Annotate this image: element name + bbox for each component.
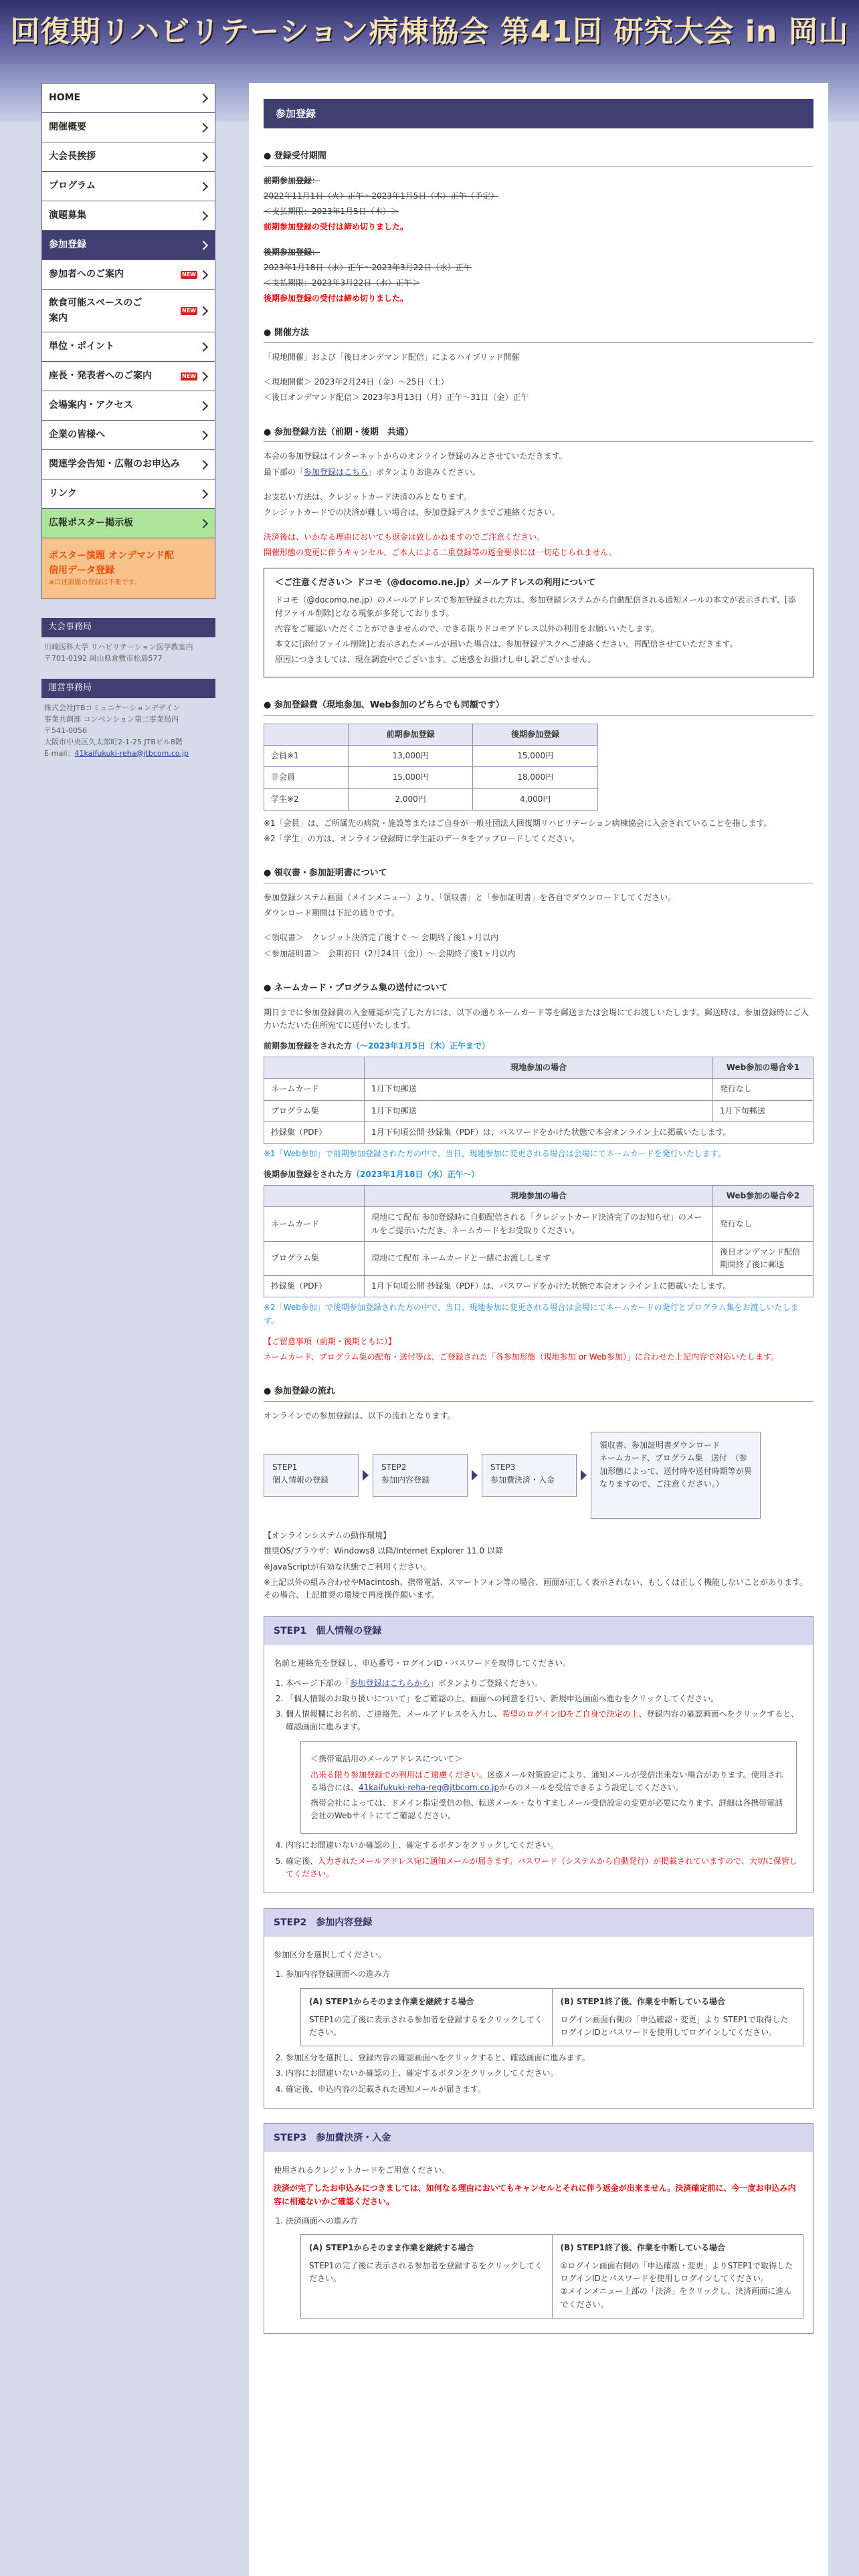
table-row bbox=[264, 788, 598, 810]
arrow-right-icon bbox=[581, 1470, 587, 1481]
sidebar bbox=[41, 83, 215, 763]
notice-title: ＜ご注意ください＞ ドコモ（@docomo.ne.jp）メールアドレスの利用について bbox=[275, 577, 596, 588]
option-b bbox=[552, 1989, 803, 2046]
env-title: 【オンラインシステムの動作環境】 bbox=[264, 1531, 391, 1541]
text: 迷惑メール対策設定により、通知メールが受信出来ない場合があります。使用される場合には、 bbox=[310, 1769, 783, 1792]
payment-warning: 決済が完了したお申込みにつきましては、如何なる理由においてもキャンセルとそれに伴う返金が出来ません。決済確定前に、今一度お申込み内容に相違ないかご確認ください。 bbox=[274, 2183, 796, 2206]
text: 最下部の「 bbox=[264, 467, 304, 477]
table-row bbox=[264, 1121, 814, 1143]
format-ondemand: ＜後日オンデマンド配信＞ 2023年3月13日（月）正午〜31日（金）正午 bbox=[264, 393, 529, 403]
cell: 13,000円 bbox=[348, 746, 473, 767]
option-text: ②メインメニュー上部の「決済」をクリックし、決済画面に進んでください。 bbox=[560, 2286, 792, 2309]
register-link[interactable]: 参加登録はこちら bbox=[304, 467, 369, 477]
cell: 会員※1 bbox=[264, 746, 349, 767]
nav-label: プログラム bbox=[49, 181, 96, 192]
nav-label: 大会長挨拶 bbox=[49, 151, 96, 163]
text: 希望のログインIDをご自身で決定の上 bbox=[502, 1709, 639, 1719]
section-fees bbox=[264, 699, 814, 845]
flow-step bbox=[373, 1454, 468, 1497]
flow-step bbox=[482, 1454, 577, 1497]
nav-label: 参加者へのご案内 bbox=[49, 269, 124, 280]
cell: 抄録集（PDF） bbox=[264, 1276, 365, 1297]
cell: 15,000円 bbox=[473, 746, 598, 767]
option-boxes bbox=[300, 1988, 803, 2047]
section-heading: ● 開催方法 bbox=[264, 326, 814, 343]
option-text: ログイン画面右側の「申込確認・変更」より STEP1で取得したログインIDとパスワードを使用してログインしてください。 bbox=[560, 2014, 789, 2038]
option-boxes bbox=[300, 2234, 803, 2319]
section-format bbox=[264, 326, 814, 404]
env-line: 推奨OS/ブラウザ：Windows8 以降/Internet Explorer 11.0 以降 bbox=[264, 1546, 503, 1556]
site-title: 回復期リハビリテーション病棟協会 第41回 研究大会 in 岡山 bbox=[10, 14, 849, 49]
option-b bbox=[552, 2235, 803, 2318]
secretariat-line: 大阪市中央区久太郎町2-1-25 JTBビル8階 bbox=[44, 737, 183, 746]
table-row bbox=[264, 1276, 814, 1297]
step-list bbox=[286, 1839, 803, 1881]
new-badge: NEW bbox=[182, 372, 196, 379]
box-title: ＜携帯電話用のメールアドレスについて＞ bbox=[310, 1754, 463, 1764]
flow-step-text: 参加費決済・入金 bbox=[490, 1475, 555, 1485]
fee-note: ※2「学生」の方は、オンライン登録時に学生証のデータをアップロードしてください。 bbox=[264, 834, 580, 844]
text: 入力されたメールアドレス宛に通知メールが届きます。パスワード（システムから自動発行）が掲載されていますので、大切に保管してください。 bbox=[286, 1856, 797, 1879]
text: （〜2023年1月5日（木）正午まで） bbox=[352, 1041, 490, 1051]
late-table-title bbox=[264, 1168, 814, 1181]
col-header bbox=[264, 724, 349, 746]
cell: 1月下旬郵送 bbox=[365, 1079, 713, 1100]
list-item bbox=[286, 1677, 803, 1690]
notice-line: 原因につきましては、現在調査中でございます。ご迷惑をお掛けし申し訳ございません。 bbox=[275, 655, 596, 665]
list-item: 4. 確定後、申込内容の記載された通知メールが届きます。 bbox=[286, 2083, 803, 2096]
chevron-right-icon bbox=[199, 371, 208, 381]
notice-line: 本文に[添付ファイル削除]と表示されたメールが届いた場合は、参加登録デスクへご連絡ください。再配信させていただきます。 bbox=[275, 639, 738, 649]
cell: 4,000円 bbox=[473, 788, 598, 810]
text: 確定後、 bbox=[286, 1856, 318, 1866]
table-row bbox=[264, 1079, 814, 1100]
receipt-line: 参加登録システム画面（メインメニュー）より、「領収書」と「参加証明書」を各自でダウンロードしてください。 bbox=[264, 893, 676, 903]
section-method bbox=[264, 426, 814, 678]
nav-registration[interactable] bbox=[42, 231, 215, 260]
col-header: Web参加の場合※1 bbox=[713, 1057, 814, 1079]
flow-step bbox=[264, 1454, 359, 1497]
chevron-right-icon bbox=[199, 181, 208, 191]
cell: ネームカード bbox=[264, 1079, 365, 1100]
notice-line: 内容をご確認いただくことができませんので、できる限りドコモアドレス以外の利用をお願いいたします。 bbox=[275, 623, 659, 633]
option-title: (A) STEP1からそのまま作業を継続する場合 bbox=[309, 1996, 474, 2006]
nav-greeting[interactable] bbox=[42, 142, 215, 172]
chevron-right-icon bbox=[199, 342, 208, 351]
registration-email-link[interactable]: 41kaifukuki-reha-reg@jtbcom.co.jp bbox=[359, 1782, 499, 1792]
table-header-row bbox=[264, 1186, 814, 1207]
secretariat-line: 〒541-0056 bbox=[44, 726, 87, 735]
nav-attendee-guide[interactable] bbox=[42, 260, 215, 290]
nav-label: リンク bbox=[49, 488, 77, 500]
secretariat-email-link[interactable]: 41kaifukuki-reha@jtbcom.co.jp bbox=[74, 748, 189, 758]
col-header: 現地参加の場合 bbox=[365, 1057, 713, 1079]
cell: 2,000円 bbox=[348, 788, 473, 810]
new-badge: NEW bbox=[182, 307, 196, 314]
new-badge: NEW bbox=[182, 271, 196, 278]
format-onsite: ＜現地開催＞ 2023年2月24日（金）〜25日（土） bbox=[264, 377, 449, 387]
chevron-right-icon bbox=[199, 459, 208, 469]
chevron-right-icon bbox=[199, 430, 208, 439]
box-line: 携帯会社によっては、ドメイン指定受信の他、転送メール・なりすましメール受信設定の変更が必要になります。詳細は各携帯電話会社のWebサイトにてご確認ください。 bbox=[310, 1798, 783, 1821]
nav-label: 参加登録 bbox=[49, 239, 86, 251]
step-list bbox=[286, 2215, 803, 2228]
table-row bbox=[264, 1207, 814, 1241]
step-title: STEP1 個人情報の登録 bbox=[264, 1617, 813, 1645]
namecard-intro: 期日までに参加登録費の入金確認が完了した方には、以下の通りネームカード等を郵送または会場にてお渡しいたします。郵送時は、参加登録時にご入力いただいた住所宛てに送付いたします。 bbox=[264, 1007, 809, 1030]
chevron-right-icon bbox=[199, 240, 208, 249]
early-closed-notice: 前期参加登録の受付は締め切りました。 bbox=[264, 222, 409, 232]
text: 前期参加登録をされた方 bbox=[264, 1041, 353, 1051]
late-pay: ＜支払期限：2023年3月22日（水）正午＞ bbox=[264, 278, 420, 288]
chevron-right-icon bbox=[199, 401, 208, 410]
cell: ネームカード bbox=[264, 1207, 365, 1241]
nav-label: HOME bbox=[49, 92, 81, 104]
secretariat-line: 事業共創部 コンベンション第二事業局内 bbox=[44, 714, 179, 724]
chevron-right-icon bbox=[199, 93, 208, 102]
cell: 非会員 bbox=[264, 767, 349, 788]
step-list bbox=[286, 2052, 803, 2096]
step-title: STEP3 参加費決済・入金 bbox=[264, 2124, 813, 2152]
nav-sponsors[interactable] bbox=[42, 421, 215, 450]
notice-line: ドコモ（@docomo.ne.jp）のメールアドレスで参加登録された方は、参加登録システムから自動配信される通知メールの本文が表示されず、[添付ファイル削除]となる現象が多発しております。 bbox=[275, 595, 796, 618]
cell: 現地にて配布 参加登録時に自動配信される「クレジットカード決済完了のお知らせ」のメールをご提示いただき、ネームカードをお受取りください。 bbox=[365, 1207, 713, 1241]
method-line: 本会の参加登録はインターネットからのオンライン登録のみとさせていただきます。 bbox=[264, 451, 567, 461]
secretariat-info bbox=[41, 679, 215, 763]
cell: プログラム集 bbox=[264, 1241, 365, 1275]
col-header bbox=[264, 1057, 365, 1079]
chevron-right-icon bbox=[199, 489, 208, 498]
text: 本ページ下部の「 bbox=[286, 1678, 350, 1688]
section-namecard bbox=[264, 982, 814, 1364]
nav-label: 単位・ポイント bbox=[49, 341, 114, 352]
site-header bbox=[0, 0, 859, 64]
office-body bbox=[41, 637, 215, 668]
section-heading: ● 登録受付期間 bbox=[264, 150, 814, 167]
option-title: (B) STEP1終了後、作業を中断している場合 bbox=[560, 2242, 725, 2252]
step2-panel bbox=[264, 1908, 814, 2109]
list-item: 1. 決済画面への進み方 bbox=[286, 2215, 803, 2228]
receipt-line: ＜参加証明書＞ 会期初日（2月24日（金））〜 会期終了後1ヶ月以内 bbox=[264, 948, 516, 958]
cell: 抄録集（PDF） bbox=[264, 1121, 365, 1143]
table-row bbox=[264, 1100, 814, 1121]
cell: 1月下旬郵送 bbox=[713, 1100, 814, 1121]
late-delivery-table bbox=[264, 1185, 814, 1297]
cell: 発行なし bbox=[713, 1207, 814, 1241]
list-item bbox=[286, 1708, 803, 1733]
nav-eating-space[interactable] bbox=[42, 290, 215, 332]
text: 出来る限り参加登録での利用はご遠慮ください。 bbox=[310, 1769, 488, 1780]
option-text: ①ログイン画面右側の「申込確認・変更」よりSTEP1で取得したログインIDとパスワードを使用しログインしてください。 bbox=[560, 2261, 793, 2284]
flow-step-label: STEP2 bbox=[381, 1463, 407, 1473]
option-a bbox=[301, 1989, 552, 2046]
office-line: 〒701-0192 岡山県倉敷市松島577 bbox=[44, 653, 163, 663]
cell: プログラム集 bbox=[264, 1100, 365, 1121]
col-header: 現地参加の場合 bbox=[365, 1186, 713, 1207]
nav-overview[interactable] bbox=[42, 113, 215, 142]
nav-credits[interactable] bbox=[42, 332, 215, 362]
section-receipts bbox=[264, 867, 814, 960]
flow-step-text: 参加内容登録 bbox=[381, 1475, 430, 1485]
list-item: 4. 内容にお間違いないか確認の上、確定するボタンをクリックしてください。 bbox=[286, 1839, 803, 1852]
option-title: (B) STEP1終了後、作業を中断している場合 bbox=[560, 1996, 725, 2006]
secretariat-email-row bbox=[44, 748, 213, 759]
nav-poster-board[interactable] bbox=[42, 509, 215, 538]
early-table-title bbox=[264, 1040, 814, 1053]
chevron-right-icon bbox=[199, 152, 208, 161]
caution-title: 【ご留意事項（前期・後期ともに）】 bbox=[264, 1336, 397, 1346]
flow-intro: オンラインでの参加登録は、以下の流れとなります。 bbox=[264, 1410, 456, 1420]
cell: 現地にて配布 ネームカードと一緒にお渡しします bbox=[365, 1241, 713, 1275]
nav-label: 企業の皆様へ bbox=[49, 429, 105, 441]
table-row bbox=[264, 746, 598, 767]
list-item: 2. 「個人情報のお取り扱いについて」をご確認の上、画面への同意を行い、新規申込画面へ進むをクリックしてください。 bbox=[286, 1693, 803, 1705]
flow-step-label: 領収書、参加証明書ダウンロード bbox=[599, 1440, 721, 1451]
nav-home[interactable] bbox=[42, 84, 215, 113]
chevron-right-icon bbox=[199, 518, 208, 528]
text: 」ボタンよりご登録ください。 bbox=[430, 1678, 543, 1688]
early-pay: ＜支払期限：2023年1月5日（木）＞ bbox=[264, 207, 399, 217]
nav-access[interactable] bbox=[42, 391, 215, 421]
step-body bbox=[264, 1645, 813, 1892]
format-intro: 「現地開催」および「後日オンデマンド配信」によるハイブリッド開催 bbox=[264, 352, 520, 362]
refund-warning: 開催形態の変更に伴うキャンセル、ご本人による二重登録等の返金要求には一切応じられません。 bbox=[264, 548, 617, 558]
method-line: クレジットカードでの決済が難しい場合は、参加登録デスクまでご連絡ください。 bbox=[264, 508, 560, 518]
flow-step-label: STEP1 bbox=[272, 1463, 298, 1473]
nav-label: 会場案内・アクセス bbox=[49, 400, 133, 411]
nav-label: 関連学会告知・広報のお申込み bbox=[49, 459, 180, 470]
chevron-right-icon bbox=[199, 211, 208, 220]
list-item: 3. 内容にお間違いないか確認の上、確定するボタンをクリックしてください。 bbox=[286, 2067, 803, 2080]
nav-poster-upload[interactable] bbox=[42, 538, 215, 599]
option-a bbox=[301, 2235, 552, 2318]
arrow-right-icon bbox=[472, 1470, 478, 1481]
mobile-mail-box bbox=[300, 1741, 797, 1834]
step1-panel bbox=[264, 1616, 814, 1893]
nav-label: ポスター演題 オンデマンド配信用データ登録 bbox=[49, 550, 174, 576]
step-list bbox=[286, 1677, 803, 1734]
nav-sublabel: ※口述演題の登録は不要です。 bbox=[49, 579, 141, 587]
register-link[interactable]: 参加登録はこちらから bbox=[349, 1678, 430, 1688]
sidebar-nav bbox=[41, 83, 215, 599]
office-info bbox=[41, 618, 215, 668]
late-note: ※2「Web参加」で後期参加登録された方の中で、当日、現地参加に変更される場合は会場にてネームカードの発行とプログラム集をお渡しいたします。 bbox=[264, 1303, 799, 1325]
col-header: 前期参加登録 bbox=[348, 724, 473, 746]
cell: 15,000円 bbox=[348, 767, 473, 788]
col-header: 後期参加登録 bbox=[473, 724, 598, 746]
chevron-right-icon bbox=[199, 306, 208, 315]
docomo-notice bbox=[264, 568, 814, 678]
cell: 学生※2 bbox=[264, 788, 349, 810]
step-intro: 名前と連絡先を登録し、申込番号・ログインID・パスワードを取得してください。 bbox=[274, 1658, 571, 1669]
caution-text: ネームカード、プログラム集の配布・送付等は、ご登録された「各参加形態（現地参加 or Web参加）」に合わせた上記内容で対応いたします。 bbox=[264, 1352, 779, 1362]
flow-step-text: 個人情報の登録 bbox=[272, 1475, 329, 1485]
flow-diagram bbox=[264, 1432, 814, 1519]
fee-table bbox=[264, 724, 598, 811]
flow-step-text: ネームカード、プログラム集 送付 （参加形態によって、送付時や送付時期等が異なりますので、ご注意ください。） bbox=[599, 1453, 752, 1489]
page-title: 参加登録 bbox=[264, 99, 814, 128]
option-title: (A) STEP1からそのまま作業を継続する場合 bbox=[309, 2242, 474, 2252]
step-intro: 参加区分を選択してください。 bbox=[274, 1950, 387, 1960]
early-period: 2022年11月1日（火）正午〜2023年1月5日（木）正午（予定） bbox=[264, 191, 499, 201]
refund-warning: 決済後は、いかなる理由においても返金は致しかねますのでご注意ください。 bbox=[264, 532, 545, 542]
env-line: ※上記以外の組み合わせやMacintosh、携帯電話、スマートフォン等の場合、画面が正しく表示されない、もしくは正しく機能しないことがあります。その場合、上記推奨の環境で再度操作願います。 bbox=[264, 1577, 808, 1600]
nav-program[interactable] bbox=[42, 172, 215, 201]
section-heading: ● 参加登録費（現地参加、Web参加のどちらでも同額です） bbox=[264, 699, 814, 716]
secretariat-body bbox=[41, 698, 215, 763]
method-line: お支払い方法は、クレジットカード決済のみとなります。 bbox=[264, 492, 472, 502]
step-body bbox=[264, 1937, 813, 2108]
nav-links[interactable] bbox=[42, 479, 215, 509]
section-heading: ● ネームカード・プログラム集の送付について bbox=[264, 982, 814, 998]
late-period: 2023年1月18日（水）正午〜2023年3月22日（水）正午 bbox=[264, 262, 472, 272]
chevron-right-icon bbox=[199, 122, 208, 132]
secretariat-title: 運営事務局 bbox=[41, 679, 215, 698]
table-row bbox=[264, 767, 598, 788]
list-item: 2. 参加区分を選択し、登録内容の確認画面へをクリックすると、確認画面に進みます。 bbox=[286, 2052, 803, 2064]
list-item: 1. 参加内容登録画面への進み方 bbox=[286, 1968, 803, 1981]
step-intro: 使用されるクレジットカードをご用意ください。 bbox=[274, 2165, 450, 2175]
flow-step-label: STEP3 bbox=[490, 1463, 516, 1473]
section-heading: ● 参加登録の流れ bbox=[264, 1385, 814, 1402]
early-delivery-table bbox=[264, 1057, 814, 1144]
text: （2023年1月18日（水）正午〜） bbox=[352, 1170, 480, 1180]
late-closed-notice: 後期参加登録の受付は締め切りました。 bbox=[264, 294, 409, 304]
env-line: ※JavaScriptが有効な状態でご利用ください。 bbox=[264, 1562, 432, 1572]
box-line bbox=[310, 1769, 787, 1794]
col-header: Web参加の場合※2 bbox=[713, 1186, 814, 1207]
option-text: STEP1の完了後に表示される参加者を登録するをクリックしてください。 bbox=[309, 2014, 543, 2038]
nav-label: 広報ポスター掲示板 bbox=[49, 518, 133, 529]
receipt-line: ダウンロード期間は下記の通りです。 bbox=[264, 908, 400, 918]
chevron-right-icon bbox=[199, 270, 208, 279]
step3-panel bbox=[264, 2123, 814, 2334]
nav-label: 座長・発表者へのご案内 bbox=[49, 370, 152, 382]
table-header-row bbox=[264, 724, 598, 746]
main-content bbox=[249, 83, 828, 2576]
section-heading: ● 領収書・参加証明書について bbox=[264, 867, 814, 883]
nav-label: 演題募集 bbox=[49, 210, 86, 221]
step-list bbox=[286, 1968, 803, 1981]
nav-speaker-guide[interactable] bbox=[42, 362, 215, 391]
flow-step bbox=[591, 1432, 761, 1519]
nav-related-events[interactable] bbox=[42, 450, 215, 479]
step-title: STEP2 参加内容登録 bbox=[264, 1909, 813, 1937]
section-period bbox=[264, 150, 814, 305]
arrow-right-icon bbox=[363, 1470, 369, 1481]
nav-label: 飲食可能スペースのご案内 bbox=[49, 298, 142, 324]
early-label: 前期参加登録： bbox=[264, 175, 320, 185]
secretariat-line: 株式会社JTBコミュニケーションデザイン bbox=[44, 703, 181, 712]
text: 、登録内容の確認画面へをクリックすると、確認画面に進みます。 bbox=[286, 1709, 799, 1732]
cell: 18,000円 bbox=[473, 767, 598, 788]
email-label: E-mail： bbox=[44, 748, 75, 758]
cell: 1月下旬郵送 bbox=[365, 1100, 713, 1121]
col-header bbox=[264, 1186, 365, 1207]
method-line bbox=[264, 466, 814, 479]
office-title: 大会事務局 bbox=[41, 618, 215, 637]
section-heading: ● 参加登録方法（前期・後期 共通） bbox=[264, 426, 814, 443]
nav-label: 開催概要 bbox=[49, 122, 86, 133]
cell: 後日オンデマンド配信期間終了後に郵送 bbox=[713, 1241, 814, 1275]
table-header-row bbox=[264, 1057, 814, 1079]
section-flow bbox=[264, 1385, 814, 2334]
text: 後期参加登録をされた方 bbox=[264, 1170, 353, 1180]
cell: 1月下旬頃公開 抄録集（PDF）は、パスワードをかけた状態で本会オンライン上に掲載いたします。 bbox=[365, 1121, 814, 1143]
text: 」ボタンよりお進みください。 bbox=[368, 467, 481, 477]
fee-note: ※1「会員」は、ご所属先の病院・施設等またはご自身が一般社団法人回復期リハビリテーション病棟協会に入会されていることを指します。 bbox=[264, 818, 772, 828]
option-text: STEP1の完了後に表示される参加者を登録するをクリックしてください。 bbox=[309, 2261, 543, 2284]
step-body bbox=[264, 2152, 813, 2333]
cell: 発行なし bbox=[713, 1079, 814, 1100]
text: からのメールを受信できるよう設定してください。 bbox=[498, 1782, 684, 1792]
office-line: 川崎医科大学 リハビリテーション医学教室内 bbox=[44, 642, 193, 651]
late-label: 後期参加登録： bbox=[264, 247, 320, 257]
cell: 1月下旬頃公開 抄録集（PDF）は、パスワードをかけた状態で本会オンライン上に掲載いたします。 bbox=[365, 1276, 814, 1297]
early-note: ※1「Web参加」で前期参加登録された方の中で、当日、現地参加に変更される場合は会場にてネームカードを発行いたします。 bbox=[264, 1148, 726, 1158]
list-item bbox=[286, 1855, 803, 1881]
table-row bbox=[264, 1241, 814, 1275]
receipt-line: ＜領収書＞ クレジット決済完了後すぐ 〜 会期終了後1ヶ月以内 bbox=[264, 933, 498, 943]
nav-abstracts[interactable] bbox=[42, 201, 215, 231]
text: 個人情報欄にお名前、ご連絡先、メールアドレスを入力し、 bbox=[286, 1709, 502, 1719]
